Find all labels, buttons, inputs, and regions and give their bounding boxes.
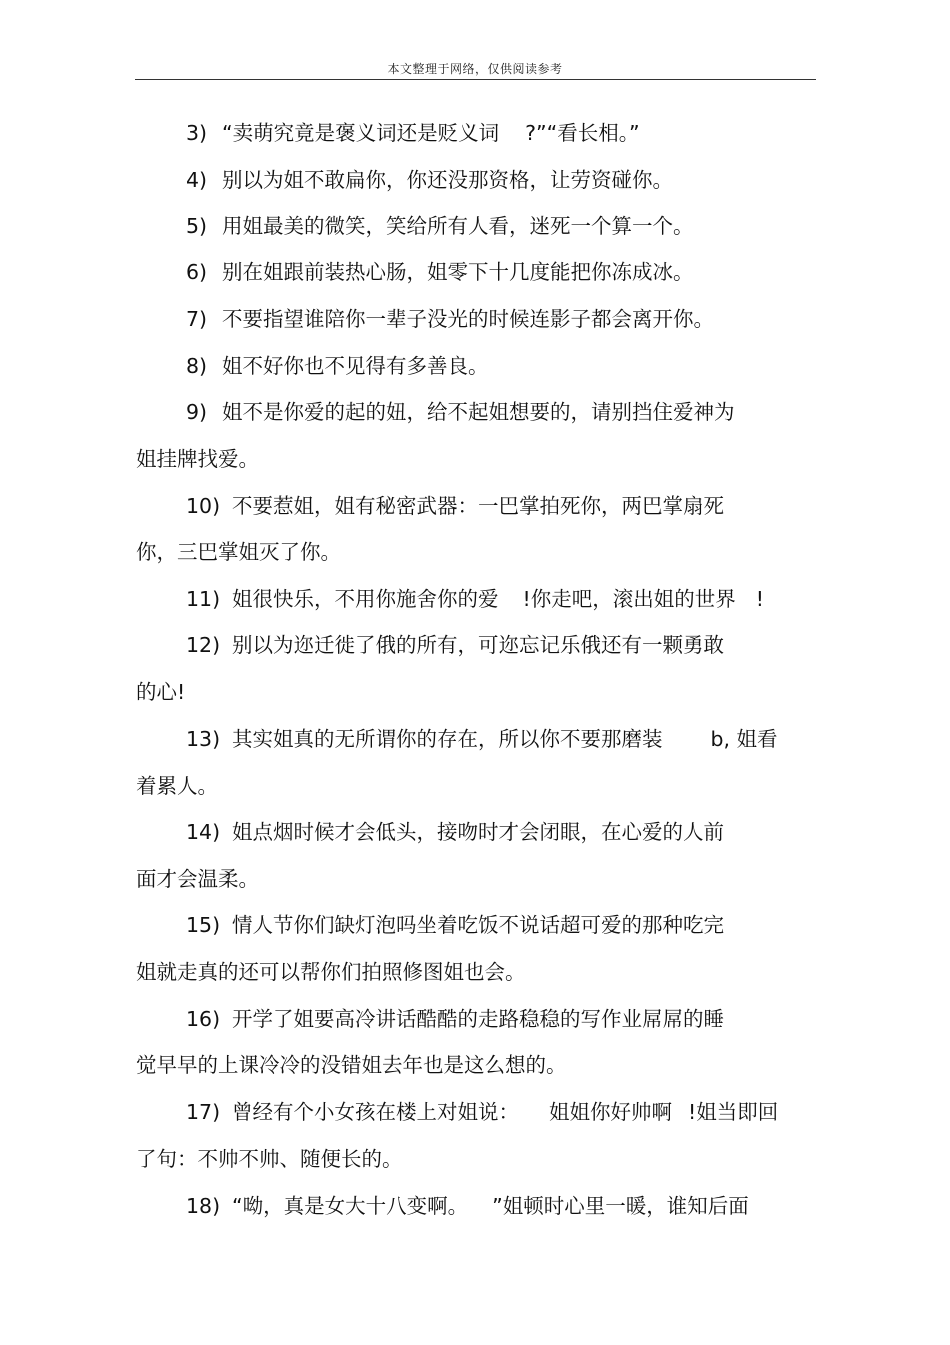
list-item-continuation (136, 1051, 567, 1079)
list-item (186, 352, 489, 380)
item-text-tail: b, 姐看 (710, 727, 778, 751)
list-item (186, 492, 724, 520)
item-text: 姐很快乐，不用你施舍你的爱 (232, 587, 499, 611)
item-number: 15) (186, 913, 221, 937)
item-text: 别以为迩迁徙了俄的所有，可迩忘记乐俄还有一颗勇敢 (232, 633, 724, 657)
item-text: 其实姐真的无所谓你的存在，所以你不要那磨装 (232, 727, 663, 751)
item-text: 姐就走真的还可以帮你们拍照修图姐也会。 (136, 960, 526, 984)
item-text: 姐点烟时候才会低头，接吻时才会闭眼，在心爱的人前 (232, 820, 724, 844)
item-text: 的心! (136, 680, 186, 704)
item-text: 用姐最美的微笑，笑给所有人看，迷死一个算一个。 (222, 214, 694, 238)
item-number: 4) (186, 168, 208, 192)
item-text: 面才会温柔。 (136, 867, 259, 891)
list-item (186, 1192, 749, 1220)
item-text-tail: ?”“看长相。” (525, 121, 640, 145)
item-text: 姐挂牌找爱。 (136, 447, 259, 471)
list-item (186, 585, 764, 613)
item-text: 你，三巴掌姐灭了你。 (136, 540, 341, 564)
list-item-continuation (136, 1145, 403, 1173)
item-number: 14) (186, 820, 221, 844)
list-item (186, 818, 724, 846)
list-item-continuation (136, 958, 526, 986)
list-item-continuation (136, 538, 341, 566)
item-text: 不要指望谁陪你一辈子没光的时候连影子都会离开你。 (222, 307, 714, 331)
list-item (186, 258, 694, 286)
item-text: 曾经有个小女孩在楼上对姐说： (232, 1100, 519, 1124)
item-text-tail: !姐当即回 (688, 1100, 779, 1124)
item-text: 别以为姐不敢扁你，你还没那资格，让劳资碰你。 (222, 168, 673, 192)
list-item (186, 631, 724, 659)
list-item-continuation (136, 678, 185, 706)
item-text-tail: !你走吧，滚出姐的世界 (522, 587, 736, 611)
item-text: 情人节你们缺灯泡吗坐着吃饭不说话超可爱的那种吃完 (232, 913, 724, 937)
item-text: 开学了姐要高冷讲话酷酷的走路稳稳的写作业屌屌的睡 (232, 1007, 724, 1031)
page-header: 本文整理于网络，仅供阅读参考 (387, 62, 563, 76)
item-text: 不要惹姐，姐有秘密武器：一巴掌拍死你，两巴掌扇死 (232, 494, 724, 518)
list-item (186, 1005, 724, 1033)
item-number: 9) (186, 400, 208, 424)
header-divider (135, 79, 816, 80)
list-item (186, 166, 673, 194)
item-text: 别在姐跟前装热心肠，姐零下十几度能把你冻成冰。 (222, 260, 694, 284)
item-number: 3) (186, 121, 208, 145)
item-text: “卖萌究竟是褒义词还是贬义词 (222, 121, 500, 145)
item-number: 10) (186, 494, 221, 518)
item-text: 了句：不帅不帅、随便长的。 (136, 1147, 403, 1171)
list-item-continuation (136, 772, 218, 800)
item-number: 12) (186, 633, 221, 657)
item-number: 17) (186, 1100, 221, 1124)
item-text-tail: ”姐顿时心里一暖，谁知后面 (492, 1194, 749, 1218)
list-item-continuation (136, 445, 259, 473)
list-item (186, 725, 778, 753)
list-item (186, 911, 724, 939)
list-item (186, 212, 694, 240)
item-number: 5) (186, 214, 208, 238)
list-item (186, 1098, 778, 1126)
item-text: 姐不是你爱的起的妞，给不起姐想要的，请别挡住爱神为 (222, 400, 735, 424)
item-number: 18) (186, 1194, 221, 1218)
item-text: 觉早早的上课冷冷的没错姐去年也是这么想的。 (136, 1053, 567, 1077)
item-number: 8) (186, 354, 208, 378)
item-text: 姐不好你也不见得有多善良。 (222, 354, 489, 378)
item-text: 着累人。 (136, 774, 218, 798)
item-text-tail: 姐姐你好帅啊 (549, 1100, 672, 1124)
item-number: 16) (186, 1007, 221, 1031)
item-text-tail: ! (755, 587, 764, 611)
list-item (186, 398, 735, 426)
item-text: “呦，真是女大十八变啊。 (232, 1194, 469, 1218)
list-item (186, 305, 714, 333)
item-number: 7) (186, 307, 208, 331)
item-number: 13) (186, 727, 221, 751)
item-number: 11) (186, 587, 221, 611)
list-item (186, 119, 640, 147)
list-item-continuation (136, 865, 259, 893)
item-number: 6) (186, 260, 208, 284)
